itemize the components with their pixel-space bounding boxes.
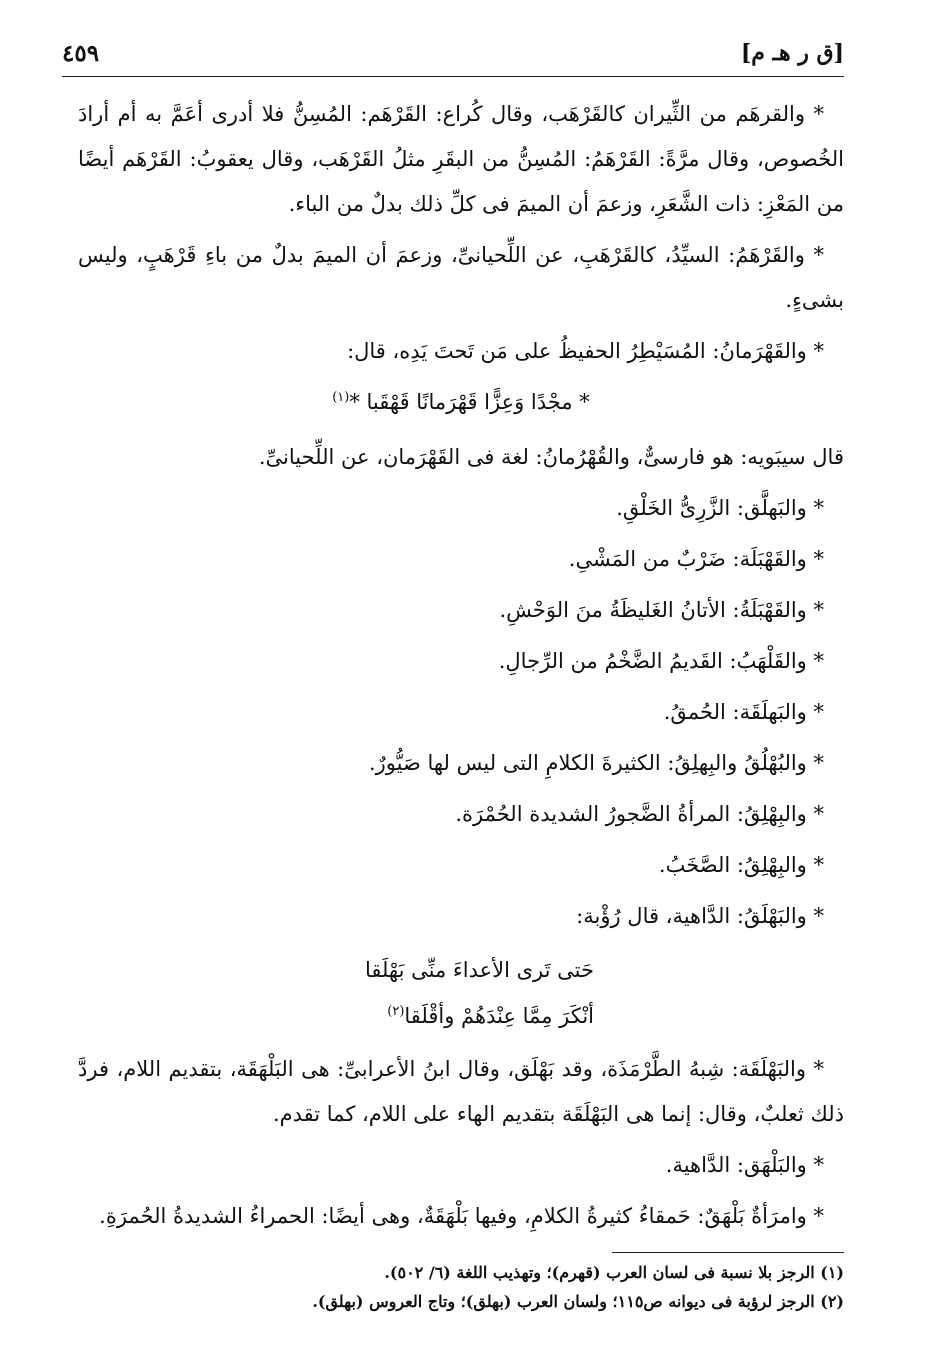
verse-text: * مجْدًا وَعِزًّا قَهْرَمانًا قَهْقَبا * [349, 390, 590, 414]
entry-qarham-1: * والقرهَم من الثِّيران كالقَرْهَب، وقال كُراع: القَرْهَم: المُسِنُّ فلا أدرى أعَمَّ به أم أرادَ الخُصوص، وقال مرَّةً: القَرْهَمُ: المُسِنُّ من البقَرِ مثلُ القَرْهَب، وقال يعقوبُ: القَرْهَم أيضًا من المَعْزِ: ذات الشَّعَرِ، وزعمَ أن الميمَ فى كلِّ ذلك بدلٌ من الباء. [78, 102, 844, 216]
entry-imraa-balhaq: * وامرَأةٌ بَلْهَقٌ: حَمقاءُ كثيرةُ الكلامِ، وفيها بَلْهَقَةٌ، وهى أيضًا: الحمراءُ الشديدةُ الحُمرَةِ. [99, 1204, 824, 1228]
footnote-ref-1: (١) [332, 390, 350, 405]
entry-bihliq-2: * والبِهْلِقُ: الصَّخَبُ. [658, 853, 824, 877]
poem-line-2-wrap [78, 993, 594, 1039]
page-body [78, 92, 844, 1245]
entry-bihliq-1: * والبِهْلِقُ: المرأةُ الضَّجورُ الشديدة الحُمْرَة. [455, 802, 824, 826]
root-label: [ق ر هـ م] [740, 40, 844, 66]
header-rule [62, 76, 844, 77]
entry-qarham-2: * والقَرْهَمُ: السيِّدُ، كالقَرْهَبِ، عن اللِّحيانىِّ، وزعمَ أن الميمَ بدلٌ من باءِ قَرْهَبٍ، وليس بشىءٍ. [78, 243, 844, 312]
poem-line-1: حَتى تَرى الأعداءَ منِّى بَهْلَقا [364, 958, 594, 982]
poem-line-2: أنْكَرَ مِمَّا عِنْدَهُمْ وأقْلَقا [404, 1004, 594, 1028]
footnote-ref-2: (٢) [387, 1004, 405, 1019]
entry-bahlaqa: * والبَهلَقَة: الحُمقُ. [663, 700, 824, 724]
footnote-2: (٢) الرجز لرؤبة فى ديوانه ص١١٥؛ ولسان العرب (بهلق)؛ وتاج العروس (بهلق). [312, 1292, 844, 1311]
entry-buhluq: * والبُهْلُقُ والبِهلِقُ: الكثيرةَ الكلامِ التى ليس لها صَيُّورٌ. [368, 751, 824, 775]
entry-balhaq: * والبَلْهَق: الدَّاهية. [665, 1153, 824, 1177]
entry-bahlaqa-2: * والبَهْلَقَة: شِبهُ الطَّرْمَذَة، وقد بَهْلَق، وقال ابنُ الأعرابىِّ: هى البَلْهَقَة، بتقديم اللام، فردَّ ذلك ثعلبٌ، وقال: إنما هى البَهْلَقَة بتقديم الهاء على اللام، كما تقدم. [78, 1057, 844, 1126]
entry-qahbala-1: * والقَهْبَلَة: ضَرْبٌ من المَشْىِ. [568, 547, 824, 571]
entry-qahraman: * والقَهْرَمانُ: المُسَيْطِرُ الحفيظُ على مَن تَحتَ يَدِه، قال: [347, 339, 824, 363]
entry-bahlaq: * والبَهْلَقُ: الدَّاهية، قال رُؤْبة: [576, 904, 824, 928]
entry-bahallaq: * والبَهلَّق: الزَّرِىُّ الخَلْقِ. [616, 496, 824, 520]
footnote-1: (١) الرجز بلا نسبة فى لسان العرب (قهرم)؛ وتهذيب اللغة (٦/ ٥٠٢). [384, 1263, 844, 1282]
page-header [62, 36, 844, 76]
footnotes [78, 1258, 844, 1316]
entry-qalhab: * والقَلْهَبُ: القَديمُ الضَّخْمُ من الرِّجالِ. [498, 649, 824, 673]
verse-qahraman [78, 380, 844, 425]
footnote-rule [612, 1252, 844, 1253]
sibawayh-note: قال سيبَويه: هو فارسىٌّ، والقُهْرُمانُ: لغة فى القَهْرَمان، عن اللِّحيانىِّ. [258, 445, 844, 469]
entry-qahbala-2: * والقَهْبَلَةُ: الأتانُ الغَليظَةُ منَ الوَحْشِ. [499, 598, 824, 622]
page-number: ٤٥٩ [62, 40, 100, 67]
poem-ruba [78, 947, 844, 1039]
